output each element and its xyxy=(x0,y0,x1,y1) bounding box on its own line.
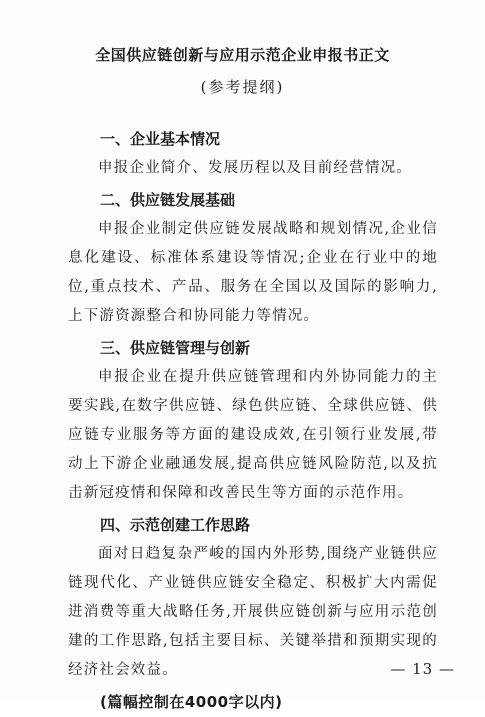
length-limit-note: (篇幅控制在4000字以内) xyxy=(100,693,283,711)
document-subtitle: (参考提纲) xyxy=(200,78,285,96)
section-heading-basic-info: 一、企业基本情况 xyxy=(100,130,221,148)
page-number: — 13 — xyxy=(390,660,455,678)
section-body-demonstration-plan: 面对日趋复杂严峻的国内外形势,围绕产业链供应链现代化、产业链供应链安全稳定、积极扩大内需促进消费等重大战略任务,开展供应链创新与应用示范创建的工作思路,包括主要目标、关键举措和预期实现的经济社会效益。 xyxy=(68,546,438,678)
section-heading-management-innovation: 三、供应链管理与创新 xyxy=(100,339,251,357)
section-body-supply-chain-foundation: 申报企业制定供应链发展战略和规划情况,企业信息化建设、标准体系建设等情况;企业在行业中的地位,重点技术、产品、服务在全国以及国际的影响力,上下游资源整合和协同能力等情况。 xyxy=(68,221,438,324)
section-heading-supply-chain-foundation: 二、供应链发展基础 xyxy=(100,191,236,209)
section-body-management-innovation: 申报企业在提升供应链管理和内外协同能力的主要实践,在数字供应链、绿色供应链、全球供应链、供应链专业服务等方面的建设成效,在引领行业发展,带动上下游企业融通发展,提高供应链风险防范,以及抗击新冠疫情和保障和改善民生等方面的示范作用。 xyxy=(68,369,438,501)
section-heading-demonstration-plan: 四、示范创建工作思路 xyxy=(100,516,251,534)
document-title: 全国供应链创新与应用示范企业申报书正文 xyxy=(95,46,390,64)
document-body xyxy=(68,124,438,717)
section-body-basic-info: 申报企业简介、发展历程以及目前经营情况。 xyxy=(98,160,412,176)
